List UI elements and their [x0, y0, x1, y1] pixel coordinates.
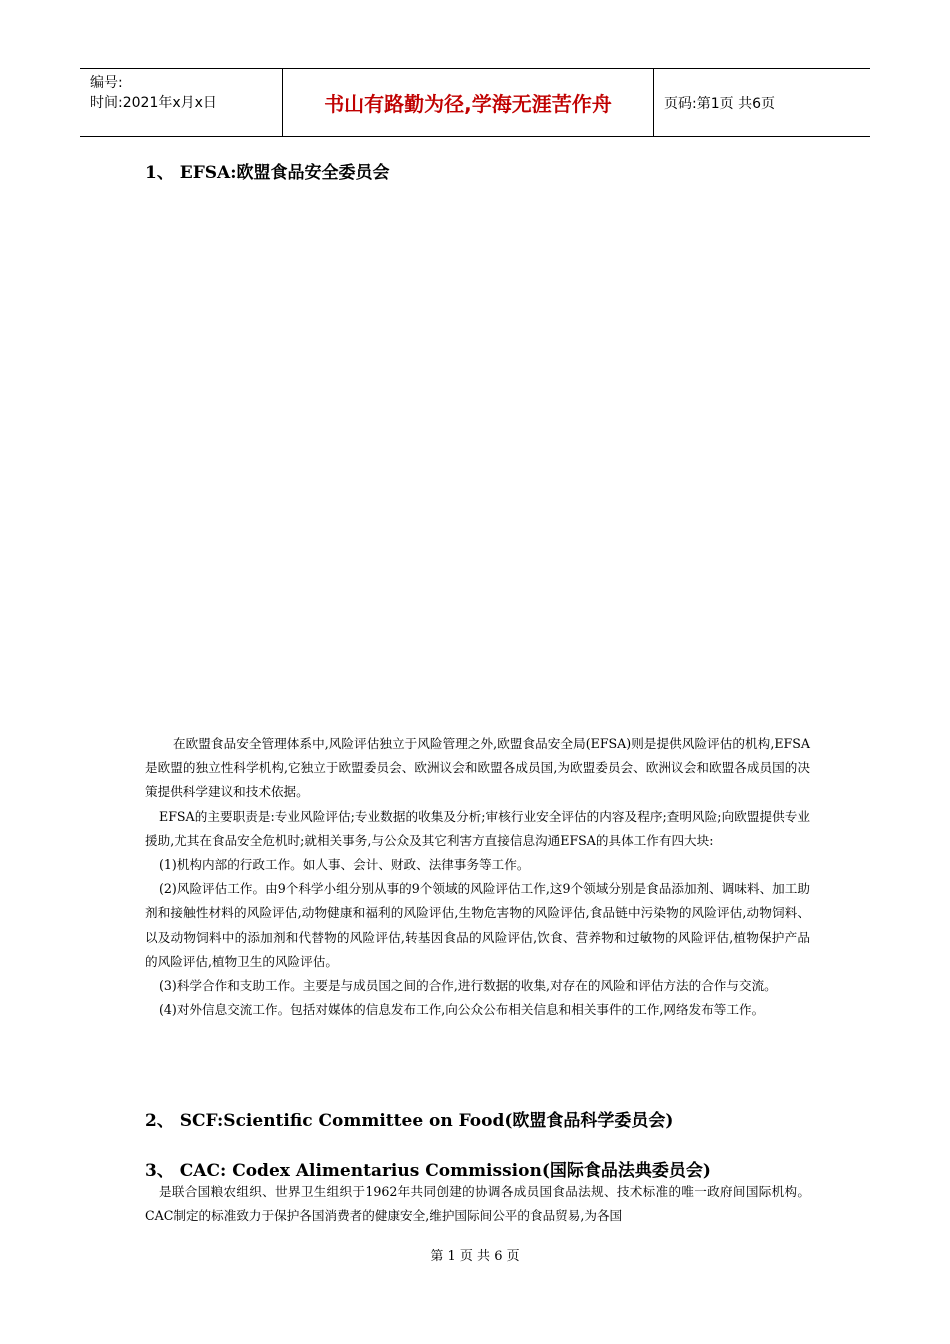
paragraph: (4)对外信息交流工作。包括对媒体的信息发布工作,向公众公布相关信息和相关事件的工作,网络发布等工作。: [159, 1002, 765, 1018]
page-header: [80, 68, 870, 137]
header-motto: 书山有路勤为径,学海无涯苦作舟: [283, 69, 654, 136]
section-3-title: 3、 CAC: Codex Alimentarius Commission(国际食品法典委员会): [145, 1161, 711, 1181]
code-label: 编号:: [90, 75, 123, 91]
header-meta: [80, 69, 283, 136]
paragraph: (3)科学合作和支助工作。主要是与成员国之间的合作,进行数据的收集,对存在的风险和评估方法的合作与交流。: [159, 978, 777, 994]
paragraph: 是联合国粮农组织、世界卫生组织于1962年共同创建的协调各成员国食品法规、技术标准的唯一政府间国际机构。CAC制定的标准致力于保护各国消费者的健康安全,维护国际间公平的食品贸易,为各国: [145, 1184, 810, 1224]
date-label: 时间:2021年x月x日: [90, 95, 217, 111]
paragraph: 在欧盟食品安全管理体系中,风险评估独立于风险管理之外,欧盟食品安全局(EFSA)则是提供风险评估的机构,EFSA是欧盟的独立性科学机构,它独立于欧盟委员会、欧洲议会和欧盟各成员国,为欧盟委员会、欧洲议会和欧盟各成员国的决策提供科学建议和技术依据。: [145, 736, 810, 800]
paragraph: EFSA的主要职责是:专业风险评估;专业数据的收集及分析;审核行业安全评估的内容及程序;查明风险;向欧盟提供专业援助,尤其在食品安全危机时;就相关事务,与公众及其它利害方直接信息沟通EFSA的具体工作有四大块:: [145, 808, 810, 848]
paragraph: (1)机构内部的行政工作。如人事、会计、财政、法律事务等工作。: [159, 857, 530, 873]
page-footer: 第 1 页 共 6 页: [430, 1249, 520, 1264]
paragraph: (2)风险评估工作。由9个科学小组分别从事的9个领域的风险评估工作,这9个领域分别是食品添加剂、调味料、加工助剂和接触性材料的风险评估,动物健康和福利的风险评估,生物危害物的风险评估,食品链中污染物的风险评估,动物饲料、以及动物饲料中的添加剂和代替物的风险评估,转基因食品的风险评估,饮食、营养物和过敏物的风险评估,植物保护产品的风险评估,植物卫生的风险评估。: [145, 881, 810, 969]
section-1-title: 1、 EFSA:欧盟食品安全委员会: [145, 163, 390, 183]
section-2-title: 2、 SCF:Scientific Committee on Food(欧盟食品科学委员会): [145, 1111, 674, 1131]
header-page-info: 页码:第1页 共6页: [664, 95, 775, 112]
figure-area: [145, 200, 810, 710]
section-3-body: [145, 1180, 810, 1228]
section-1-body: [145, 732, 810, 1022]
